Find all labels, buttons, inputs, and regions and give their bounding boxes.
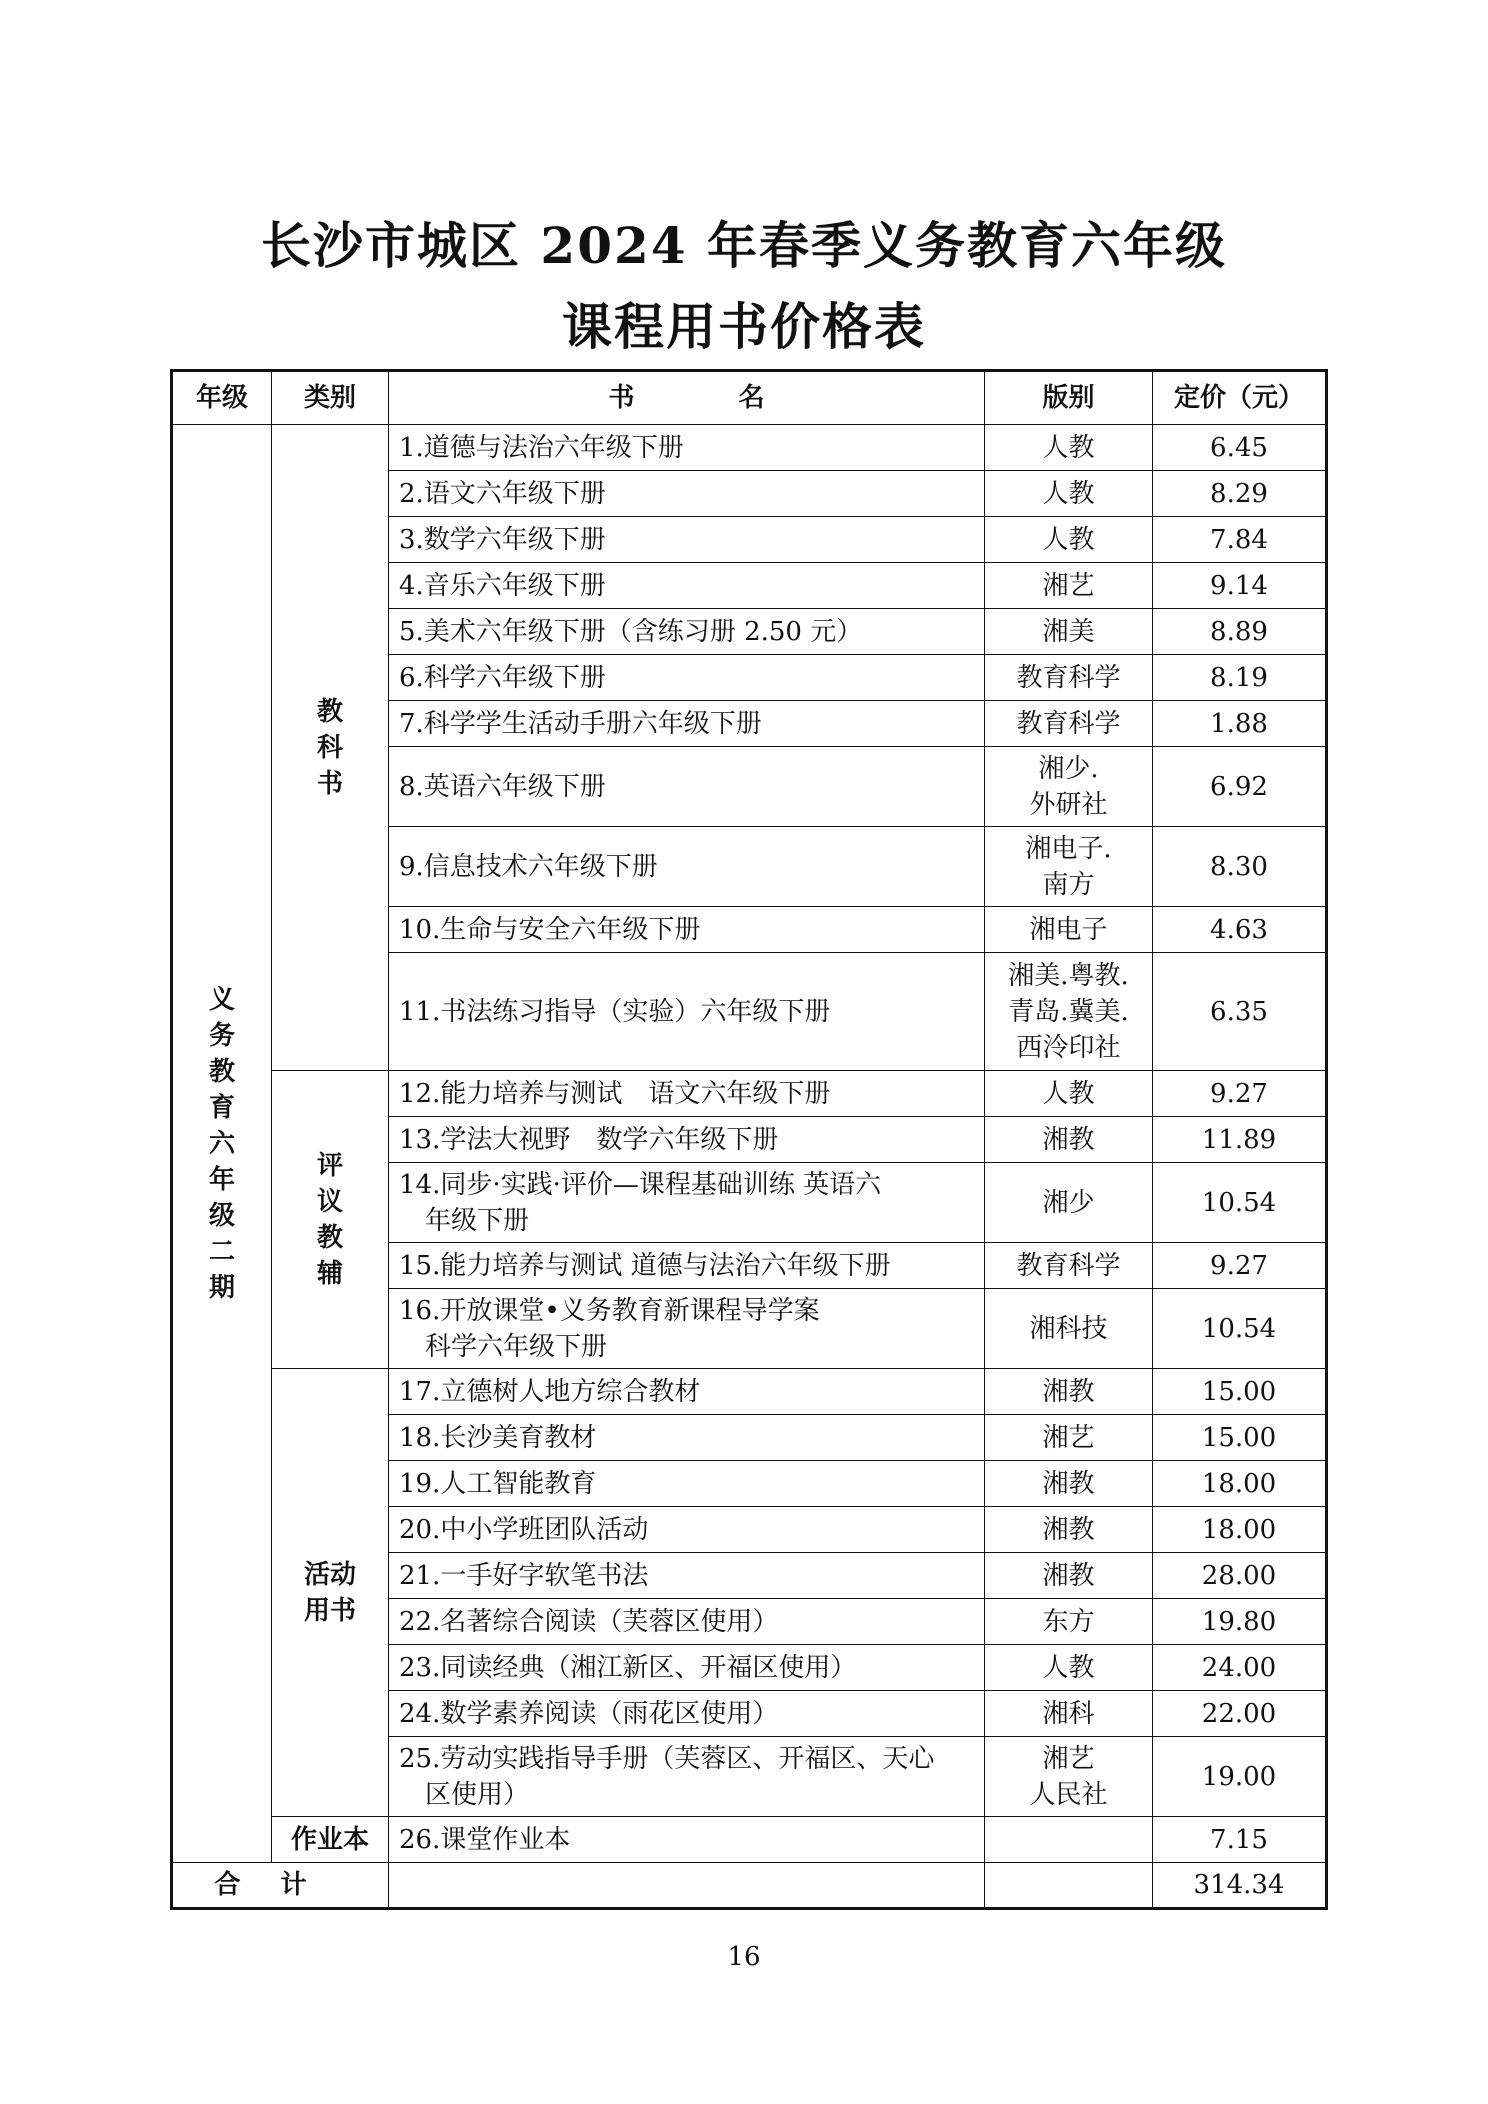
- price: 6.35: [1153, 953, 1327, 1071]
- header-book-name: 书 名: [389, 371, 985, 425]
- book-name: 18.长沙美育教材: [389, 1415, 985, 1461]
- table-row: [172, 1071, 1327, 1117]
- header-price: 定价（元）: [1153, 371, 1327, 425]
- total-price: 314.34: [1153, 1863, 1327, 1909]
- table-row: [172, 425, 1327, 471]
- price: 8.29: [1153, 471, 1327, 517]
- publisher: 湘教: [985, 1369, 1153, 1415]
- price: 15.00: [1153, 1369, 1327, 1415]
- book-name: 22.名著综合阅读（芙蓉区使用）: [389, 1599, 985, 1645]
- price: 1.88: [1153, 701, 1327, 747]
- price: 22.00: [1153, 1691, 1327, 1737]
- page-number: 16: [727, 1942, 761, 1972]
- publisher: 湘少. 外研社: [985, 747, 1153, 827]
- book-name: 7.科学学生活动手册六年级下册: [389, 701, 985, 747]
- publisher: 湘教: [985, 1117, 1153, 1163]
- book-name: 8.英语六年级下册: [389, 747, 985, 827]
- book-name: 13.学法大视野 数学六年级下册: [389, 1117, 985, 1163]
- book-name: 1.道德与法治六年级下册: [389, 425, 985, 471]
- publisher: 湘艺: [985, 563, 1153, 609]
- book-name: 21.一手好字软笔书法: [389, 1553, 985, 1599]
- price: 6.45: [1153, 425, 1327, 471]
- price: 7.84: [1153, 517, 1327, 563]
- price: 18.00: [1153, 1461, 1327, 1507]
- publisher: 东方: [985, 1599, 1153, 1645]
- total-empty-name: [389, 1863, 985, 1909]
- total-row: [172, 1863, 1327, 1909]
- publisher: 湘美: [985, 609, 1153, 655]
- book-name: 19.人工智能教育: [389, 1461, 985, 1507]
- publisher: 教育科学: [985, 1243, 1153, 1289]
- grade-cell: 义 务 教 育 六 年 级 二 期: [172, 425, 272, 1863]
- price: 28.00: [1153, 1553, 1327, 1599]
- document-title-line1: 长沙市城区 2024 年春季义务教育六年级: [261, 216, 1227, 275]
- price: 8.19: [1153, 655, 1327, 701]
- table-row: [172, 1817, 1327, 1863]
- publisher: 湘教: [985, 1507, 1153, 1553]
- book-name: 9.信息技术六年级下册: [389, 827, 985, 907]
- book-name: 6.科学六年级下册: [389, 655, 985, 701]
- publisher: 教育科学: [985, 701, 1153, 747]
- book-name: 15.能力培养与测试 道德与法治六年级下册: [389, 1243, 985, 1289]
- publisher: 湘科: [985, 1691, 1153, 1737]
- category-homework: 作业本: [272, 1817, 389, 1863]
- price-table: [170, 369, 1328, 1910]
- book-name: 16.开放课堂•义务教育新课程导学案 科学六年级下册: [389, 1289, 985, 1369]
- book-name: 17.立德树人地方综合教材: [389, 1369, 985, 1415]
- total-empty-publisher: [985, 1863, 1153, 1909]
- publisher: 人教: [985, 1645, 1153, 1691]
- price: 10.54: [1153, 1163, 1327, 1243]
- price: 4.63: [1153, 907, 1327, 953]
- publisher: 湘少: [985, 1163, 1153, 1243]
- book-name: 23.同读经典（湘江新区、开福区使用）: [389, 1645, 985, 1691]
- category-activity: 活动 用书: [272, 1369, 389, 1817]
- publisher: 教育科学: [985, 655, 1153, 701]
- table-row: [172, 1369, 1327, 1415]
- price: 19.00: [1153, 1737, 1327, 1817]
- header-grade: 年级: [172, 371, 272, 425]
- book-name: 25.劳动实践指导手册（芙蓉区、开福区、天心 区使用）: [389, 1737, 985, 1817]
- price: 15.00: [1153, 1415, 1327, 1461]
- book-name: 10.生命与安全六年级下册: [389, 907, 985, 953]
- category-review: 评 议 教 辅: [272, 1071, 389, 1369]
- book-name: 3.数学六年级下册: [389, 517, 985, 563]
- price: 9.27: [1153, 1243, 1327, 1289]
- header-row: [172, 371, 1327, 425]
- publisher: 湘教: [985, 1553, 1153, 1599]
- category-textbook: 教 科 书: [272, 425, 389, 1071]
- price: 9.27: [1153, 1071, 1327, 1117]
- price: 6.92: [1153, 747, 1327, 827]
- book-name: 11.书法练习指导（实验）六年级下册: [389, 953, 985, 1071]
- book-name: 4.音乐六年级下册: [389, 563, 985, 609]
- publisher: 湘电子. 南方: [985, 827, 1153, 907]
- book-name: 14.同步·实践·评价—课程基础训练 英语六 年级下册: [389, 1163, 985, 1243]
- publisher: 湘科技: [985, 1289, 1153, 1369]
- price: 10.54: [1153, 1289, 1327, 1369]
- publisher: [985, 1817, 1153, 1863]
- book-name: 5.美术六年级下册（含练习册 2.50 元）: [389, 609, 985, 655]
- publisher: 人教: [985, 471, 1153, 517]
- book-name: 20.中小学班团队活动: [389, 1507, 985, 1553]
- publisher: 人教: [985, 425, 1153, 471]
- price: 19.80: [1153, 1599, 1327, 1645]
- publisher: 湘艺: [985, 1415, 1153, 1461]
- book-name: 2.语文六年级下册: [389, 471, 985, 517]
- publisher: 湘艺 人民社: [985, 1737, 1153, 1817]
- price: 11.89: [1153, 1117, 1327, 1163]
- header-publisher: 版别: [985, 371, 1153, 425]
- book-name: 24.数学素养阅读（雨花区使用）: [389, 1691, 985, 1737]
- total-label: 合计: [172, 1863, 389, 1909]
- price: 18.00: [1153, 1507, 1327, 1553]
- price: 24.00: [1153, 1645, 1327, 1691]
- document-title-line2: 课程用书价格表: [562, 297, 926, 356]
- book-name: 12.能力培养与测试 语文六年级下册: [389, 1071, 985, 1117]
- publisher: 湘电子: [985, 907, 1153, 953]
- publisher: 人教: [985, 517, 1153, 563]
- price: 7.15: [1153, 1817, 1327, 1863]
- publisher: 湘美.粤教. 青岛.冀美. 西泠印社: [985, 953, 1153, 1071]
- book-name: 26.课堂作业本: [389, 1817, 985, 1863]
- publisher: 湘教: [985, 1461, 1153, 1507]
- price: 8.30: [1153, 827, 1327, 907]
- price: 9.14: [1153, 563, 1327, 609]
- price: 8.89: [1153, 609, 1327, 655]
- header-category: 类别: [272, 371, 389, 425]
- publisher: 人教: [985, 1071, 1153, 1117]
